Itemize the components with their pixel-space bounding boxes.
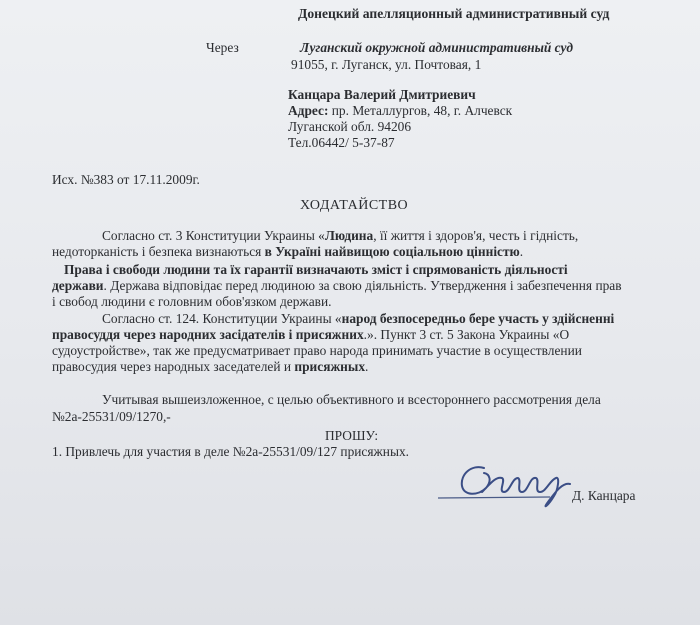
body-line: правосудия через народных заседателей и присяжных. xyxy=(52,359,369,374)
body-line: держави. Держава відповідає перед людиною за свою діяльність. Утвердження і забезпечення прав xyxy=(52,278,622,293)
request-title: ПРОШУ: xyxy=(325,428,379,443)
address-line-1: пр. Металлургов, 48, г. Алчевск xyxy=(331,103,513,118)
body-line: №2а-25531/09/1270,- xyxy=(52,409,171,424)
via-address: 91055, г. Луганск, ул. Почтовая, 1 xyxy=(291,57,482,72)
applicant-address xyxy=(288,103,512,119)
signature-name: Д. Канцара xyxy=(572,488,636,503)
signature-icon xyxy=(432,446,582,516)
outgoing-number: Исх. №383 от 17.11.2009г. xyxy=(52,172,200,187)
body-line: Согласно ст. 3 Конституции Украины «Людина, її життя і здоров'я, честь і гідність, xyxy=(102,228,579,243)
address-label: Адрес: xyxy=(288,103,329,118)
document-title: ХОДАТАЙСТВО xyxy=(300,198,409,213)
body-line: правосуддя через народних засідателів і присяжних.». Пункт 3 ст. 5 Закона Украины «О xyxy=(52,327,570,342)
addressee-court: Донецкий апелляционный административный суд xyxy=(298,6,610,21)
handwritten-signature xyxy=(432,446,582,516)
via-court: Луганский окружной административный суд xyxy=(300,40,574,55)
body-line: Права і свободи людини та їх гарантії визначають зміст і спрямованість діяльності xyxy=(64,262,568,277)
body-line: Согласно ст. 124. Конституции Украины «народ безпосередньо бере участь у здійсненні xyxy=(102,311,615,326)
body-line: недоторканість і безпека визнаються в Україні найвищою соціальною цінністю. xyxy=(52,244,524,259)
applicant-phone: Тел.06442/ 5-37-87 xyxy=(288,135,395,150)
request-item: 1. Привлечь для участия в деле №2а-25531/09/127 присяжных. xyxy=(52,444,409,459)
address-line-2: Луганской обл. 94206 xyxy=(288,119,412,134)
via-label: Через xyxy=(206,40,239,55)
applicant-name: Канцара Валерий Дмитриевич xyxy=(288,87,476,102)
body-line: судоустройстве», так же предусматривает право народа принимать участие в осуществлении xyxy=(52,343,582,358)
body-line: і свобод людини є головним обов'язком держави. xyxy=(52,294,332,309)
body-line: Учитывая вышеизложенное, с целью объективного и всестороннего рассмотрения дела xyxy=(102,392,601,407)
